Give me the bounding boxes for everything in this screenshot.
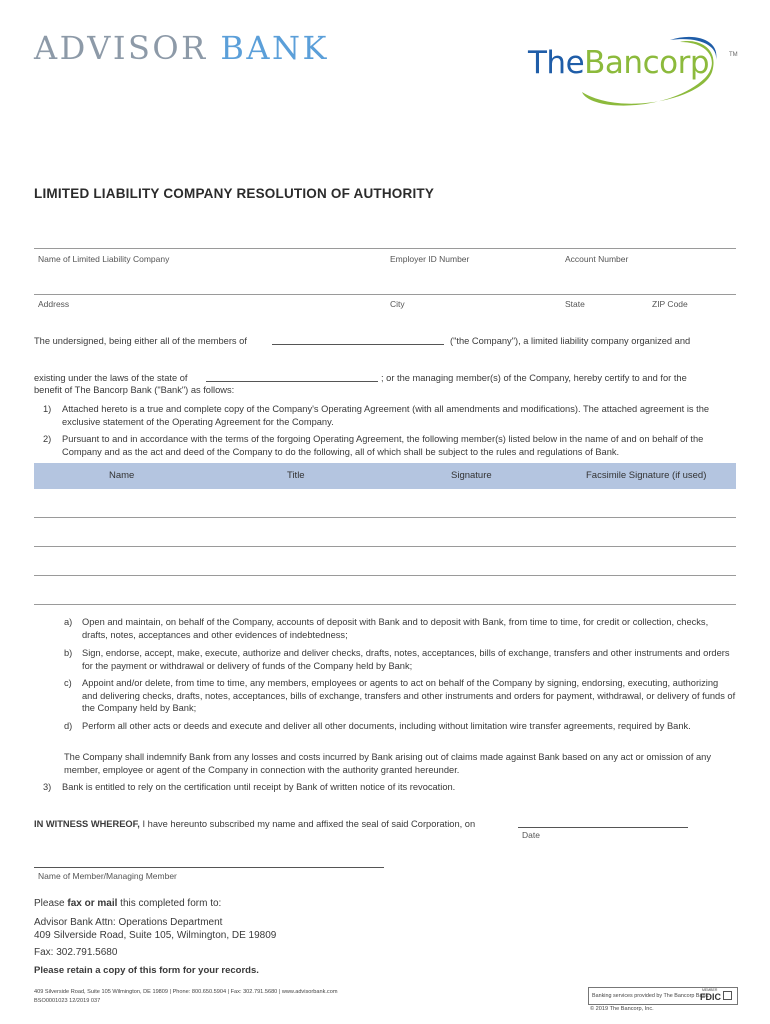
bank-word: BANK bbox=[220, 29, 329, 67]
item3-number: 3) bbox=[43, 782, 52, 792]
indemnify-text: The Company shall indemnify Bank from any losses and costs incurred by Bank arising out of claims made against Bank based on any act or omission of any member, employee or agent of the Company in connection with the authority granted hereunder. bbox=[64, 752, 711, 775]
witness-rest: I have hereunto subscribed my name and affixed the seal of said Corporation, on bbox=[142, 819, 476, 829]
sub-c-text: Appoint and/or delete, from time to time, any members, employees or agents to act on behalf of the Company by signing, endorsing, executing, authorizing and delivering checks, drafts, notes, acceptances, bills of exchange, transfers and other instruments and orders for payment, withdrawal, or delivery of funds of the Company held by Bank; bbox=[82, 678, 736, 713]
bancorp-word: Bancorp bbox=[584, 45, 710, 81]
date-blank[interactable] bbox=[518, 827, 688, 828]
table-row[interactable] bbox=[34, 604, 736, 605]
fdic-badge bbox=[588, 987, 738, 1005]
fdic-member: MEMBER bbox=[702, 988, 718, 992]
sub-a-letter: a) bbox=[64, 617, 73, 627]
date-label: Date bbox=[522, 830, 540, 840]
fdic-logo-icon: FDIC bbox=[700, 992, 721, 1002]
field-row2-line bbox=[34, 294, 736, 295]
item2-text: Pursuant to and in accordance with the terms of the forgoing Operating Agreement, the following member(s) listed below in the name of and on behalf of the Company and as the act and deed of the Company to do the following, all of which shall be subject to the rules and regulations of Bank. bbox=[62, 434, 704, 457]
footer-form-id: BSO0001023 12/2019 037 bbox=[34, 998, 101, 1004]
sub-d-letter: d) bbox=[64, 721, 73, 731]
footer-contact-line: 409 Silverside Road, Suite 105 Wilmington, DE 19809 | Phone: 800.650.5904 | Fax: 302.791.5680 | www.advisorbank.com bbox=[34, 989, 338, 995]
para2-cont: benefit of The Bancorp Bank ("Bank") as follows: bbox=[34, 385, 235, 395]
bancorp-logo bbox=[520, 30, 740, 110]
sub-b-letter: b) bbox=[64, 648, 73, 658]
field-row1-line bbox=[34, 248, 736, 249]
table-row[interactable] bbox=[34, 517, 736, 518]
fax-number: Fax: 302.791.5680 bbox=[34, 947, 118, 958]
col-facsimile: Facsimile Signature (if used) bbox=[586, 470, 707, 481]
signatory-table-header bbox=[34, 463, 736, 489]
col-signature: Signature bbox=[451, 470, 492, 481]
company-name-field[interactable]: Name of Limited Liability Company bbox=[38, 254, 170, 264]
table-row[interactable] bbox=[34, 575, 736, 576]
witness-statement bbox=[34, 818, 475, 831]
company-blank[interactable] bbox=[272, 344, 444, 345]
para2-start: existing under the laws of the state of bbox=[34, 373, 188, 383]
witness-bold: IN WITNESS WHEREOF, bbox=[34, 819, 140, 829]
please-c: this completed form to: bbox=[117, 898, 222, 909]
bancorp-the: The bbox=[528, 45, 585, 81]
form-title: LIMITED LIABILITY COMPANY RESOLUTION OF AUTHORITY bbox=[34, 186, 435, 201]
account-number-field[interactable]: Account Number bbox=[565, 254, 629, 264]
fax-or-mail: fax or mail bbox=[67, 898, 118, 909]
para1-end: ("the Company"), a limited liability company organized and bbox=[450, 336, 691, 346]
advisor-word: ADVISOR bbox=[34, 29, 208, 67]
equal-housing-icon bbox=[723, 991, 732, 1000]
address-line2: 409 Silverside Road, Suite 105, Wilmington, DE 19809 bbox=[34, 930, 277, 941]
table-row[interactable] bbox=[34, 546, 736, 547]
copyright: © 2019 The Bancorp, Inc. bbox=[590, 1006, 654, 1012]
sub-d-text: Perform all other acts or deeds and execute and deliver all other documents, including without limitation wire transfer agreements, required by Bank. bbox=[82, 721, 691, 731]
sub-b-text: Sign, endorse, accept, make, execute, authorize and deliver checks, drafts, notes, acceptances, bills of exchange, transfers and other instruments and orders for the payment or withdrawal or delivery of funds of the Company held by Bank; bbox=[82, 648, 730, 671]
member-name-label: Name of Member/Managing Member bbox=[38, 871, 177, 881]
address-field[interactable]: Address bbox=[38, 299, 70, 309]
employer-id-field[interactable]: Employer ID Number bbox=[390, 254, 470, 264]
item2-number: 2) bbox=[43, 434, 52, 444]
para1-start: The undersigned, being either all of the members of bbox=[34, 336, 247, 346]
advisor-bank-logo bbox=[34, 29, 329, 67]
item3-text: Bank is entitled to rely on the certification until receipt by Bank of written notice of its revocation. bbox=[62, 782, 456, 792]
sub-c-letter: c) bbox=[64, 678, 72, 688]
item1-text: Attached hereto is a true and complete copy of the Company's Operating Agreement (with all amendments and modifications). The attached agreement is the exclusive statement of the Operating Agreement for the Company. bbox=[62, 404, 710, 427]
retain-copy: Please retain a copy of this form for your records. bbox=[34, 965, 259, 976]
sub-a-text: Open and maintain, on behalf of the Company, accounts of deposit with Bank and to deposit with Bank, from time to time, for credit or collection, checks, drafts, notes, acceptances and other evidences of indebtedness; bbox=[82, 617, 709, 640]
fdic-text: Banking services provided by The Bancorp Bank. bbox=[592, 993, 710, 999]
zip-field[interactable]: ZIP Code bbox=[652, 299, 688, 309]
city-field[interactable]: City bbox=[390, 299, 405, 309]
please-fax-mail bbox=[34, 898, 221, 911]
state-field[interactable]: State bbox=[565, 299, 585, 309]
col-title: Title bbox=[287, 470, 305, 481]
col-name: Name bbox=[109, 470, 135, 481]
member-name-blank[interactable] bbox=[34, 867, 384, 868]
item1-number: 1) bbox=[43, 404, 52, 414]
address-line1: Advisor Bank Attn: Operations Department bbox=[34, 917, 223, 928]
trademark: TM bbox=[729, 52, 738, 58]
please-a: Please bbox=[34, 898, 68, 909]
state-blank[interactable] bbox=[206, 381, 378, 382]
para2-end: ; or the managing member(s) of the Company, hereby certify to and for the bbox=[381, 373, 687, 383]
